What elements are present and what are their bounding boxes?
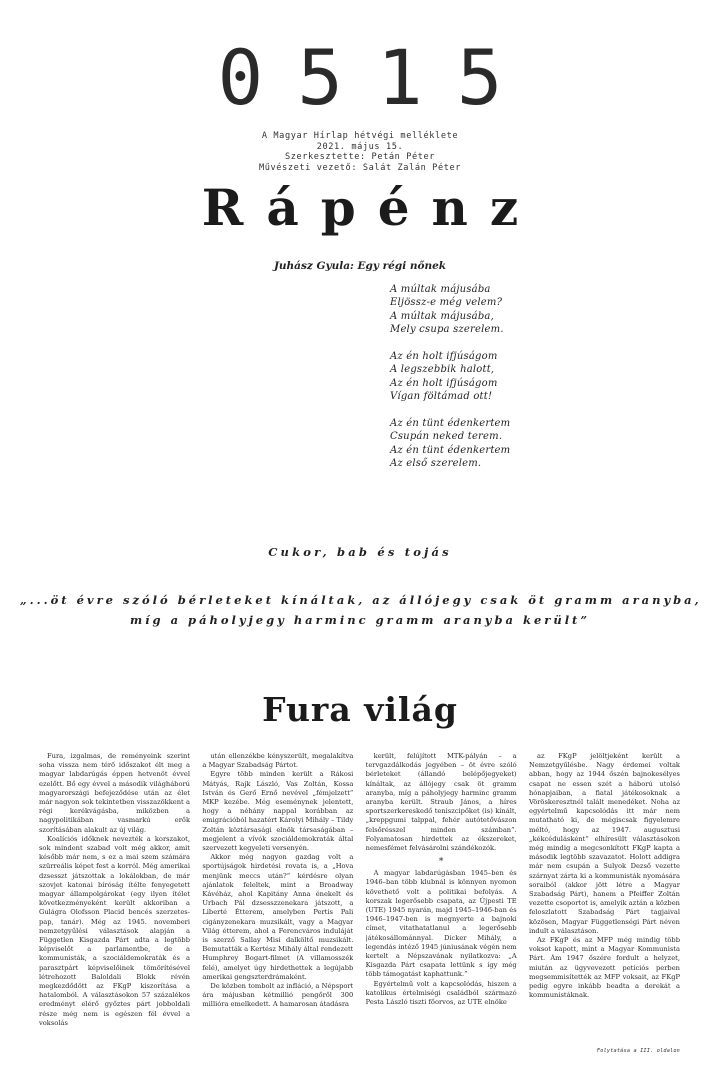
credits-publication: A Magyar Hírlap hétvégi melléklete — [261, 131, 459, 141]
article-column — [202, 752, 353, 1052]
article-paragraph: után ellenzékbe kényszerült, megalakítva a Magyar Szabadság Pártot. — [202, 752, 354, 770]
pull-quote-line: míg a páholyjegy harminc gramm aranyba került” — [130, 613, 590, 627]
article-paragraph: az FKgP jelöltjeként került a Nemzetgyűlésbe. Nagy érdemei voltak abban, hogy az 1944 őszén bajnokesélyes csapat ne essen szét a háború utolsó hónapjaiban, a fiatal játékosoknak a Vöröskeresztnél talált menedéket. Noha az egyértelmű kapcsolódás itt már nem mutatható ki, de mégiscsak figyelemre méltó, hogy az 1947. augusztusi „kékcédulásként” elhíresült választásokon még mindig a megcsonkított FKgP kapta a második legtöbb szavazatot. Holott addigra már nem csupán a Sulyok Dezső vezette szárnyat zárta ki a kommunisták nyomására soraiból (akkor jött létre a Magyar Szabadság Párt), hanem a Pfeiffer Zoltán vezette csoportot is, amelyik aztán a közben feloszlatott Szabadság Párt tagjaival közösen, Magyar Függetlenségi Párt néven indult a választáson. — [528, 752, 680, 935]
poem — [390, 283, 590, 484]
article-paragraph: Akkor még nagyon gazdag volt a sportújságok hirdetési rovata is, a „Hova menjünk meccs után?” kérdésre olyan ajánlatok feleltek, mint a Broadway Kávéház, ahol Kapitány Anna énekelt és Urbach Pál dzsesszzenekara játszott, a Liberté Étterem, amelyben Pertis Pali cigányzenekara muzsikált, vagy a Magyar Világ étterem, ahol a Ferencváros induláját is szerző Sallay Misi dalköltő muzsikált. Bemutatták a Kertész Mihály által rendezett Humphrey Bogart-filmet (A villamosszék felé), amelyet úgy hirdethettek a legújabb amerikai gengszterdrámaként. — [202, 853, 354, 981]
article-paragraph: Egyre több minden került a Rákosi Mátyás, Rajk László, Vas Zoltán, Kossa István és Gerő Ernő nevével „fémjelzett” MKP kezébe. Még eseménynek jelentett, hogy a néhány nappal korábban az emigrációból hazatért Károlyi Mihály – Tildy Zoltán köztársasági elnök társaságában – megjelent a vívók szociáldemokraták által szervezett kegyeleti versenyén. — [202, 770, 354, 853]
section-subtitle: Cukor, bab és tojás — [268, 545, 452, 559]
poem-heading: Juhász Gyula: Egy régi nőnek — [273, 260, 447, 272]
poem-line: Eljössz-e még velem? — [390, 297, 503, 309]
section-separator: * — [438, 857, 444, 868]
poem-line: Az én holt ifjúságom — [390, 351, 498, 363]
poem-stanza — [390, 417, 590, 471]
credits-date: 2021. május 15. — [316, 141, 404, 152]
article-body — [39, 752, 680, 1052]
continuation-note: Folytatása a III. oldalon — [596, 1048, 680, 1054]
article-paragraph: Egyértelmű volt a kapcsolódás, hiszen a katolikus értelmiségi családból származó Pesta László tiszti főorvos, az UTE elnöke — [365, 979, 517, 1007]
issue-number: 0515 — [217, 33, 537, 122]
poem-line: Mely csupa szerelem. — [390, 324, 504, 336]
poem-line: A múltak májusába, — [390, 310, 494, 322]
article-column — [39, 752, 190, 1052]
pull-quote — [20, 590, 700, 630]
credits-art-director: Művészeti vezető: Salát Zalán Péter — [258, 162, 462, 173]
article-paragraph: került, felújított MTK-pályán – a tervgazdálkodás jegyében – öt évre szóló bérleteket (állandó belépőjegyeket) kínáltak, az állójegy csak öt gramm aranyba, míg a páholyjegy harminc gramm aranyba került. Straub János, a híres sportszerkereskedő teniszcipőket (is) kínált, „kreppgumi talppal, fehér autótetővászon felsőrésszel minden számban”. Folyamatosan hirdettek az ékszereket, nemesfémet felvásárolni szándékozók. — [365, 752, 517, 853]
poem-line: A legszebbik halott, — [390, 364, 495, 376]
credits-editor: Szerkesztette: Petán Péter — [284, 152, 436, 163]
article-paragraph: A magyar labdarúgásban 1945–ben és 1946–ban több klubnál is könnyen nyomon követhető volt a politikai befolyás. A korszak legerősebb csapata, az Újpesti TE (UTE) 1945 nyarán, majd 1945–1946-ban és 1946–1947-ben is megnyerte a bajnoki címet, vitathatatlanul a legerősebb játékosállománnyal. Dicker Mihály, a legendás intéző 1945 júniusának végén nem kertelt a Népszavának nyilatkozva: „A Kisgazda Párt csapata lettünk s így még több támogatást kaphattunk.” — [365, 869, 517, 979]
supplement-title: Rápénz — [201, 178, 541, 237]
article-paragraph: De közben tombolt az infláció, a Népsport ára májusban kétmillió pengőről 300 millióra emelkedett. A hamarosan átadásra — [202, 982, 354, 1009]
poem-line: Vígan föltámad ott! — [390, 391, 493, 403]
article-paragraph: Koalíciós időknek nevezték a korszakot, sok mindent szabad volt még akkor, amit később már nem, s ez a mai szem számára szürreális képet fest a korról. Még amerikai dzsesszt játszottak a lokálokban, de már szovjet katonai bíróság ítélte fenyegetett magyar állampolgárokat (egy ilyen ítélet következményeként került akkoriban a Gulágra Olofsson Placid bencés szerzetes-pap, tanár). Még az 1945. novemberi nemzetgyűlési választások alapján a Független Kisgazda Párt adta a legtöbb képviselőt a parlamentbe, de a kommunisták, a szociáldemokraták és a parasztpárt képviselőinek tömörítésével létrehozott Baloldali Blokk révén megkezdődött az FKgP kiszorítása a hatalomból. A választásokon 57 százalékos eredményt elérő győztes párt jobboldali része még nem is egészen fél évvel a voksolás — [39, 834, 190, 1027]
article-column — [529, 752, 680, 1052]
article-paragraph: Az FKgP és az MFP még mindig több voksot kapott, mint a Magyar Kommunista Párt. Ám 1947 őszére fordult a helyzet, miután az ügyvevezett petíciós perben megsemmisítették az MFP voksait, az FKgP pedig egyre inkább beadta a derekát a kommunistáknak. — [528, 936, 680, 1000]
article-column — [366, 752, 517, 1052]
poem-line: Csupán neked terem. — [390, 431, 503, 443]
poem-stanza — [390, 283, 590, 337]
poem-line: Az én holt ifjúságom — [390, 377, 498, 389]
poem-line: Az én tünt édenkertem — [390, 444, 511, 456]
poem-line: Az első szerelem. — [390, 458, 482, 470]
article-title: Fura világ — [262, 690, 458, 729]
poem-line: Az én tünt édenkertem — [390, 418, 511, 430]
article-paragraph: Fura, izgalmas, de reményeink szerint soha vissza nem térő időszakot élt meg a magyar labdarúgás éppen hetvenöt évvel ezelőtt. Bő egy évvel a második világháború magyarországi befejeződése után az élet már nagyon sok tekintetben visszazökkent a régi kerékvágásba, miközben a nagypolitikában vasmarkú erők szorításában alakult az új világ. — [39, 752, 190, 834]
poem-line: A múltak májusába — [390, 284, 491, 295]
poem-stanza — [390, 350, 590, 404]
credits-block — [0, 131, 720, 173]
pull-quote-line: „...öt évre szóló bérleteket kínáltak, az állójegy csak öt gramm aranyba, — [20, 593, 702, 607]
